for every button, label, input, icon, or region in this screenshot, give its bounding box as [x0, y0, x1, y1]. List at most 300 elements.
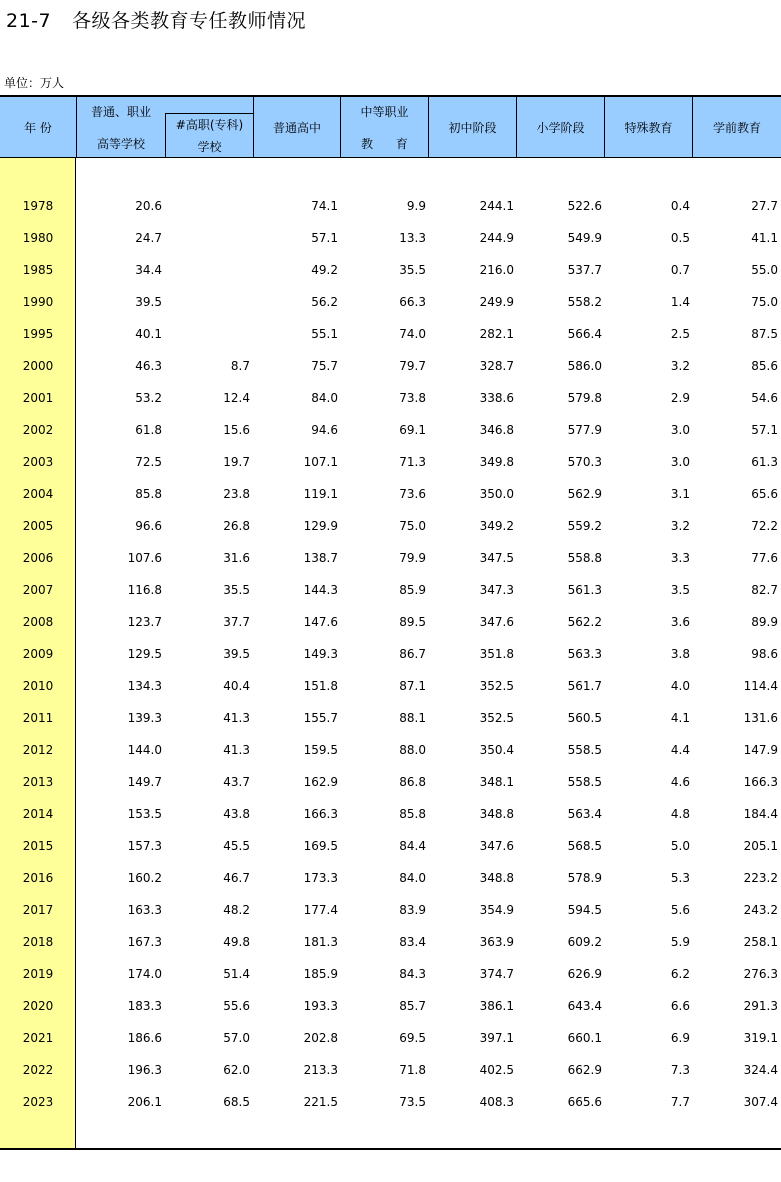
cell-senior-high: 57.1	[311, 231, 338, 245]
table-row	[0, 487, 781, 505]
cell-special: 6.6	[670, 999, 690, 1013]
cell-primary: 560.5	[567, 711, 602, 725]
header-junior-high: 初中阶段	[448, 120, 497, 135]
cell-special: 4.1	[670, 711, 690, 725]
cell-secondary-vocational: 75.0	[399, 519, 426, 533]
table-row	[0, 263, 781, 281]
table-row	[0, 871, 781, 889]
cell-year: 2014	[22, 807, 54, 821]
cell-preschool: 184.4	[743, 807, 778, 821]
cell-year: 2003	[22, 455, 54, 469]
bottom-rule	[0, 1148, 781, 1150]
cell-secondary-vocational: 86.8	[399, 775, 426, 789]
cell-vocational: 55.6	[223, 999, 250, 1013]
cell-vocational: 37.7	[223, 615, 250, 629]
cell-senior-high: 151.8	[303, 679, 338, 693]
table-row	[0, 1063, 781, 1081]
table-header	[0, 97, 781, 158]
table-row	[0, 551, 781, 569]
cell-higher: 96.6	[135, 519, 162, 533]
cell-secondary-vocational: 69.1	[399, 423, 426, 437]
cell-vocational: 49.8	[223, 935, 250, 949]
cell-higher: 144.0	[127, 743, 162, 757]
cell-year: 2018	[22, 935, 54, 949]
cell-secondary-vocational: 73.5	[399, 1095, 426, 1109]
cell-preschool: 319.1	[743, 1031, 778, 1045]
cell-higher: 163.3	[127, 903, 162, 917]
header-secondary-voc-line1: 中等职业	[360, 105, 409, 119]
cell-higher: 61.8	[135, 423, 162, 437]
cell-senior-high: 75.7	[311, 359, 338, 373]
cell-year: 2002	[22, 423, 54, 437]
cell-junior-high: 338.6	[479, 391, 514, 405]
cell-special: 5.9	[670, 935, 690, 949]
cell-year: 2005	[22, 519, 54, 533]
cell-senior-high: 166.3	[303, 807, 338, 821]
cell-vocational: 40.4	[223, 679, 250, 693]
cell-primary: 537.7	[567, 263, 602, 277]
cell-preschool: 276.3	[743, 967, 778, 981]
cell-junior-high: 363.9	[479, 935, 514, 949]
cell-junior-high: 244.9	[479, 231, 514, 245]
cell-secondary-vocational: 13.3	[399, 231, 426, 245]
table-number: 21-7	[6, 10, 52, 32]
cell-primary: 559.2	[567, 519, 602, 533]
cell-preschool: 98.6	[751, 647, 778, 661]
table-row	[0, 423, 781, 441]
table-row	[0, 359, 781, 377]
cell-senior-high: 149.3	[303, 647, 338, 661]
cell-junior-high: 249.9	[479, 295, 514, 309]
cell-vocational: 31.6	[223, 551, 250, 565]
cell-secondary-vocational: 85.9	[399, 583, 426, 597]
cell-year: 2016	[22, 871, 54, 885]
cell-higher: 196.3	[127, 1063, 162, 1077]
cell-vocational: 62.0	[223, 1063, 250, 1077]
cell-preschool: 89.9	[751, 615, 778, 629]
cell-preschool: 77.6	[751, 551, 778, 565]
cell-higher: 149.7	[127, 775, 162, 789]
cell-secondary-vocational: 35.5	[399, 263, 426, 277]
cell-secondary-vocational: 87.1	[399, 679, 426, 693]
cell-year: 2006	[22, 551, 54, 565]
cell-secondary-vocational: 85.8	[399, 807, 426, 821]
cell-junior-high: 349.2	[479, 519, 514, 533]
table-row	[0, 999, 781, 1017]
cell-vocational: 15.6	[223, 423, 250, 437]
cell-vocational: 68.5	[223, 1095, 250, 1109]
cell-secondary-vocational: 74.0	[399, 327, 426, 341]
cell-secondary-vocational: 66.3	[399, 295, 426, 309]
cell-vocational: 41.3	[223, 743, 250, 757]
cell-higher: 134.3	[127, 679, 162, 693]
cell-secondary-vocational: 9.9	[406, 199, 426, 213]
cell-special: 4.4	[670, 743, 690, 757]
cell-special: 2.5	[670, 327, 690, 341]
cell-preschool: 75.0	[751, 295, 778, 309]
cell-primary: 665.6	[567, 1095, 602, 1109]
cell-year: 1985	[22, 263, 54, 277]
cell-senior-high: 162.9	[303, 775, 338, 789]
cell-special: 4.0	[670, 679, 690, 693]
cell-preschool: 87.5	[751, 327, 778, 341]
cell-year: 2008	[22, 615, 54, 629]
cell-primary: 563.4	[567, 807, 602, 821]
cell-special: 3.0	[670, 455, 690, 469]
cell-year: 2010	[22, 679, 54, 693]
table-row	[0, 935, 781, 953]
cell-junior-high: 348.8	[479, 871, 514, 885]
cell-preschool: 147.9	[743, 743, 778, 757]
cell-vocational: 12.4	[223, 391, 250, 405]
cell-primary: 522.6	[567, 199, 602, 213]
header-higher-line1: 普通、职业	[90, 105, 151, 119]
cell-preschool: 243.2	[743, 903, 778, 917]
cell-vocational: 43.7	[223, 775, 250, 789]
cell-vocational: 57.0	[223, 1031, 250, 1045]
cell-higher: 167.3	[127, 935, 162, 949]
cell-junior-high: 328.7	[479, 359, 514, 373]
cell-year: 2023	[22, 1095, 54, 1109]
cell-senior-high: 84.0	[311, 391, 338, 405]
header-vocational-college	[165, 113, 253, 157]
cell-year: 1978	[22, 199, 54, 213]
cell-junior-high: 349.8	[479, 455, 514, 469]
table-row	[0, 295, 781, 313]
cell-special: 4.6	[670, 775, 690, 789]
cell-secondary-vocational: 88.0	[399, 743, 426, 757]
cell-vocational: 39.5	[223, 647, 250, 661]
unit-label: 单位：万人	[4, 76, 65, 90]
cell-year: 2007	[22, 583, 54, 597]
cell-preschool: 291.3	[743, 999, 778, 1013]
header-divider	[253, 97, 254, 157]
cell-primary: 561.7	[567, 679, 602, 693]
cell-special: 3.0	[670, 423, 690, 437]
cell-senior-high: 107.1	[303, 455, 338, 469]
cell-special: 3.8	[670, 647, 690, 661]
cell-junior-high: 352.5	[479, 679, 514, 693]
cell-secondary-vocational: 84.0	[399, 871, 426, 885]
cell-vocational: 19.7	[223, 455, 250, 469]
cell-special: 6.2	[670, 967, 690, 981]
cell-junior-high: 352.5	[479, 711, 514, 725]
cell-senior-high: 74.1	[311, 199, 338, 213]
table-row	[0, 743, 781, 761]
cell-preschool: 41.1	[751, 231, 778, 245]
cell-secondary-vocational: 84.3	[399, 967, 426, 981]
cell-primary: 558.5	[567, 775, 602, 789]
cell-secondary-vocational: 83.9	[399, 903, 426, 917]
header-divider	[428, 97, 429, 157]
cell-higher: 183.3	[127, 999, 162, 1013]
cell-higher: 186.6	[127, 1031, 162, 1045]
cell-primary: 558.8	[567, 551, 602, 565]
cell-year: 2019	[22, 967, 54, 981]
cell-higher: 123.7	[127, 615, 162, 629]
cell-senior-high: 147.6	[303, 615, 338, 629]
table-row	[0, 519, 781, 537]
cell-senior-high: 144.3	[303, 583, 338, 597]
cell-higher: 24.7	[135, 231, 162, 245]
cell-preschool: 307.4	[743, 1095, 778, 1109]
cell-vocational: 35.5	[223, 583, 250, 597]
cell-junior-high: 350.0	[479, 487, 514, 501]
cell-year: 2013	[22, 775, 54, 789]
table-row	[0, 807, 781, 825]
cell-special: 0.4	[670, 199, 690, 213]
cell-primary: 568.5	[567, 839, 602, 853]
cell-special: 7.3	[670, 1063, 690, 1077]
cell-preschool: 55.0	[751, 263, 778, 277]
cell-senior-high: 138.7	[303, 551, 338, 565]
table-row	[0, 583, 781, 601]
cell-primary: 577.9	[567, 423, 602, 437]
cell-senior-high: 94.6	[311, 423, 338, 437]
table-row	[0, 455, 781, 473]
cell-preschool: 114.4	[743, 679, 778, 693]
table-row	[0, 199, 781, 217]
header-senior-high: 普通高中	[272, 120, 321, 135]
cell-secondary-vocational: 73.6	[399, 487, 426, 501]
cell-secondary-vocational: 84.4	[399, 839, 426, 853]
cell-year: 2001	[22, 391, 54, 405]
cell-senior-high: 213.3	[303, 1063, 338, 1077]
cell-primary: 609.2	[567, 935, 602, 949]
cell-senior-high: 193.3	[303, 999, 338, 1013]
cell-year: 2000	[22, 359, 54, 373]
cell-vocational: 45.5	[223, 839, 250, 853]
cell-senior-high: 177.4	[303, 903, 338, 917]
cell-preschool: 131.6	[743, 711, 778, 725]
table-row	[0, 903, 781, 921]
header-divider	[340, 97, 341, 157]
cell-senior-high: 202.8	[303, 1031, 338, 1045]
cell-senior-high: 185.9	[303, 967, 338, 981]
cell-primary: 561.3	[567, 583, 602, 597]
cell-primary: 586.0	[567, 359, 602, 373]
cell-higher: 174.0	[127, 967, 162, 981]
table-row	[0, 711, 781, 729]
cell-year: 1990	[22, 295, 54, 309]
cell-secondary-vocational: 88.1	[399, 711, 426, 725]
cell-higher: 206.1	[127, 1095, 162, 1109]
cell-primary: 579.8	[567, 391, 602, 405]
cell-junior-high: 347.5	[479, 551, 514, 565]
cell-secondary-vocational: 89.5	[399, 615, 426, 629]
cell-junior-high: 348.8	[479, 807, 514, 821]
cell-higher: 40.1	[135, 327, 162, 341]
cell-junior-high: 347.6	[479, 839, 514, 853]
cell-special: 0.5	[670, 231, 690, 245]
cell-year: 2020	[22, 999, 54, 1013]
table-row	[0, 647, 781, 665]
cell-year: 2009	[22, 647, 54, 661]
cell-year: 2021	[22, 1031, 54, 1045]
header-higher-education	[77, 97, 165, 157]
cell-primary: 562.9	[567, 487, 602, 501]
cell-preschool: 223.2	[743, 871, 778, 885]
table-row	[0, 615, 781, 633]
cell-special: 3.2	[670, 359, 690, 373]
table-row	[0, 775, 781, 793]
cell-junior-high: 351.8	[479, 647, 514, 661]
cell-junior-high: 350.4	[479, 743, 514, 757]
cell-higher: 116.8	[127, 583, 162, 597]
cell-special: 3.2	[670, 519, 690, 533]
cell-secondary-vocational: 86.7	[399, 647, 426, 661]
header-vocational-line2: 学校	[197, 139, 222, 154]
cell-senior-high: 155.7	[303, 711, 338, 725]
cell-senior-high: 129.9	[303, 519, 338, 533]
cell-higher: 139.3	[127, 711, 162, 725]
cell-year: 2022	[22, 1063, 54, 1077]
cell-preschool: 54.6	[751, 391, 778, 405]
cell-preschool: 27.7	[751, 199, 778, 213]
header-preschool: 学前教育	[712, 120, 761, 135]
cell-senior-high: 159.5	[303, 743, 338, 757]
cell-year: 2011	[22, 711, 54, 725]
cell-higher: 72.5	[135, 455, 162, 469]
cell-senior-high: 49.2	[311, 263, 338, 277]
cell-vocational: 46.7	[223, 871, 250, 885]
cell-primary: 566.4	[567, 327, 602, 341]
cell-secondary-vocational: 85.7	[399, 999, 426, 1013]
cell-junior-high: 347.3	[479, 583, 514, 597]
cell-primary: 578.9	[567, 871, 602, 885]
cell-primary: 558.2	[567, 295, 602, 309]
cell-junior-high: 374.7	[479, 967, 514, 981]
cell-junior-high: 402.5	[479, 1063, 514, 1077]
cell-higher: 34.4	[135, 263, 162, 277]
cell-preschool: 166.3	[743, 775, 778, 789]
cell-primary: 562.2	[567, 615, 602, 629]
cell-preschool: 57.1	[751, 423, 778, 437]
cell-special: 5.6	[670, 903, 690, 917]
cell-secondary-vocational: 73.8	[399, 391, 426, 405]
cell-senior-high: 221.5	[303, 1095, 338, 1109]
page-title	[6, 6, 306, 33]
cell-preschool: 85.6	[751, 359, 778, 373]
cell-primary: 643.4	[567, 999, 602, 1013]
cell-special: 1.4	[670, 295, 690, 309]
cell-higher: 153.5	[127, 807, 162, 821]
cell-vocational: 51.4	[223, 967, 250, 981]
header-secondary-voc-line2: 教 育	[361, 137, 408, 151]
cell-junior-high: 397.1	[479, 1031, 514, 1045]
cell-special: 7.7	[670, 1095, 690, 1109]
cell-higher: 46.3	[135, 359, 162, 373]
table-row	[0, 391, 781, 409]
cell-vocational: 8.7	[230, 359, 250, 373]
cell-senior-high: 181.3	[303, 935, 338, 949]
cell-primary: 626.9	[567, 967, 602, 981]
cell-preschool: 65.6	[751, 487, 778, 501]
cell-junior-high: 244.1	[479, 199, 514, 213]
cell-year: 1980	[22, 231, 54, 245]
cell-primary: 558.5	[567, 743, 602, 757]
cell-higher: 85.8	[135, 487, 162, 501]
table-row	[0, 1095, 781, 1113]
cell-junior-high: 346.8	[479, 423, 514, 437]
cell-junior-high: 354.9	[479, 903, 514, 917]
cell-preschool: 324.4	[743, 1063, 778, 1077]
cell-junior-high: 386.1	[479, 999, 514, 1013]
cell-special: 3.1	[670, 487, 690, 501]
cell-secondary-vocational: 71.3	[399, 455, 426, 469]
cell-higher: 107.6	[127, 551, 162, 565]
header-primary: 小学阶段	[536, 120, 585, 135]
cell-higher: 157.3	[127, 839, 162, 853]
header-divider	[516, 97, 517, 157]
cell-senior-high: 173.3	[303, 871, 338, 885]
cell-junior-high: 348.1	[479, 775, 514, 789]
table-row	[0, 839, 781, 857]
cell-year: 2015	[22, 839, 54, 853]
cell-preschool: 72.2	[751, 519, 778, 533]
cell-primary: 563.3	[567, 647, 602, 661]
cell-special: 3.6	[670, 615, 690, 629]
table-row	[0, 231, 781, 249]
cell-senior-high: 56.2	[311, 295, 338, 309]
cell-special: 4.8	[670, 807, 690, 821]
cell-primary: 662.9	[567, 1063, 602, 1077]
header-higher-line2: 高等学校	[96, 137, 145, 151]
cell-preschool: 82.7	[751, 583, 778, 597]
header-vocational-line1: #高职(专科)	[175, 118, 244, 133]
cell-junior-high: 347.6	[479, 615, 514, 629]
cell-vocational: 43.8	[223, 807, 250, 821]
header-divider	[692, 97, 693, 157]
header-divider	[604, 97, 605, 157]
cell-senior-high: 119.1	[303, 487, 338, 501]
cell-year: 1995	[22, 327, 54, 341]
cell-higher: 160.2	[127, 871, 162, 885]
cell-special: 3.5	[670, 583, 690, 597]
header-year: 年 份	[24, 120, 52, 135]
cell-primary: 570.3	[567, 455, 602, 469]
cell-special: 5.3	[670, 871, 690, 885]
cell-special: 6.9	[670, 1031, 690, 1045]
cell-primary: 660.1	[567, 1031, 602, 1045]
cell-vocational: 26.8	[223, 519, 250, 533]
cell-junior-high: 282.1	[479, 327, 514, 341]
table-row	[0, 327, 781, 345]
cell-preschool: 258.1	[743, 935, 778, 949]
table-row	[0, 967, 781, 985]
cell-primary: 549.9	[567, 231, 602, 245]
cell-secondary-vocational: 69.5	[399, 1031, 426, 1045]
header-divider	[76, 97, 77, 157]
table-row	[0, 1031, 781, 1049]
header-secondary-vocational	[341, 97, 428, 157]
cell-year: 2017	[22, 903, 54, 917]
cell-special: 5.0	[670, 839, 690, 853]
header-special: 特殊教育	[624, 120, 673, 135]
cell-vocational: 41.3	[223, 711, 250, 725]
cell-senior-high: 169.5	[303, 839, 338, 853]
cell-higher: 53.2	[135, 391, 162, 405]
cell-year: 2012	[22, 743, 54, 757]
cell-special: 0.7	[670, 263, 690, 277]
cell-year: 2004	[22, 487, 54, 501]
cell-primary: 594.5	[567, 903, 602, 917]
cell-secondary-vocational: 83.4	[399, 935, 426, 949]
cell-special: 2.9	[670, 391, 690, 405]
cell-senior-high: 55.1	[311, 327, 338, 341]
cell-special: 3.3	[670, 551, 690, 565]
cell-secondary-vocational: 79.7	[399, 359, 426, 373]
